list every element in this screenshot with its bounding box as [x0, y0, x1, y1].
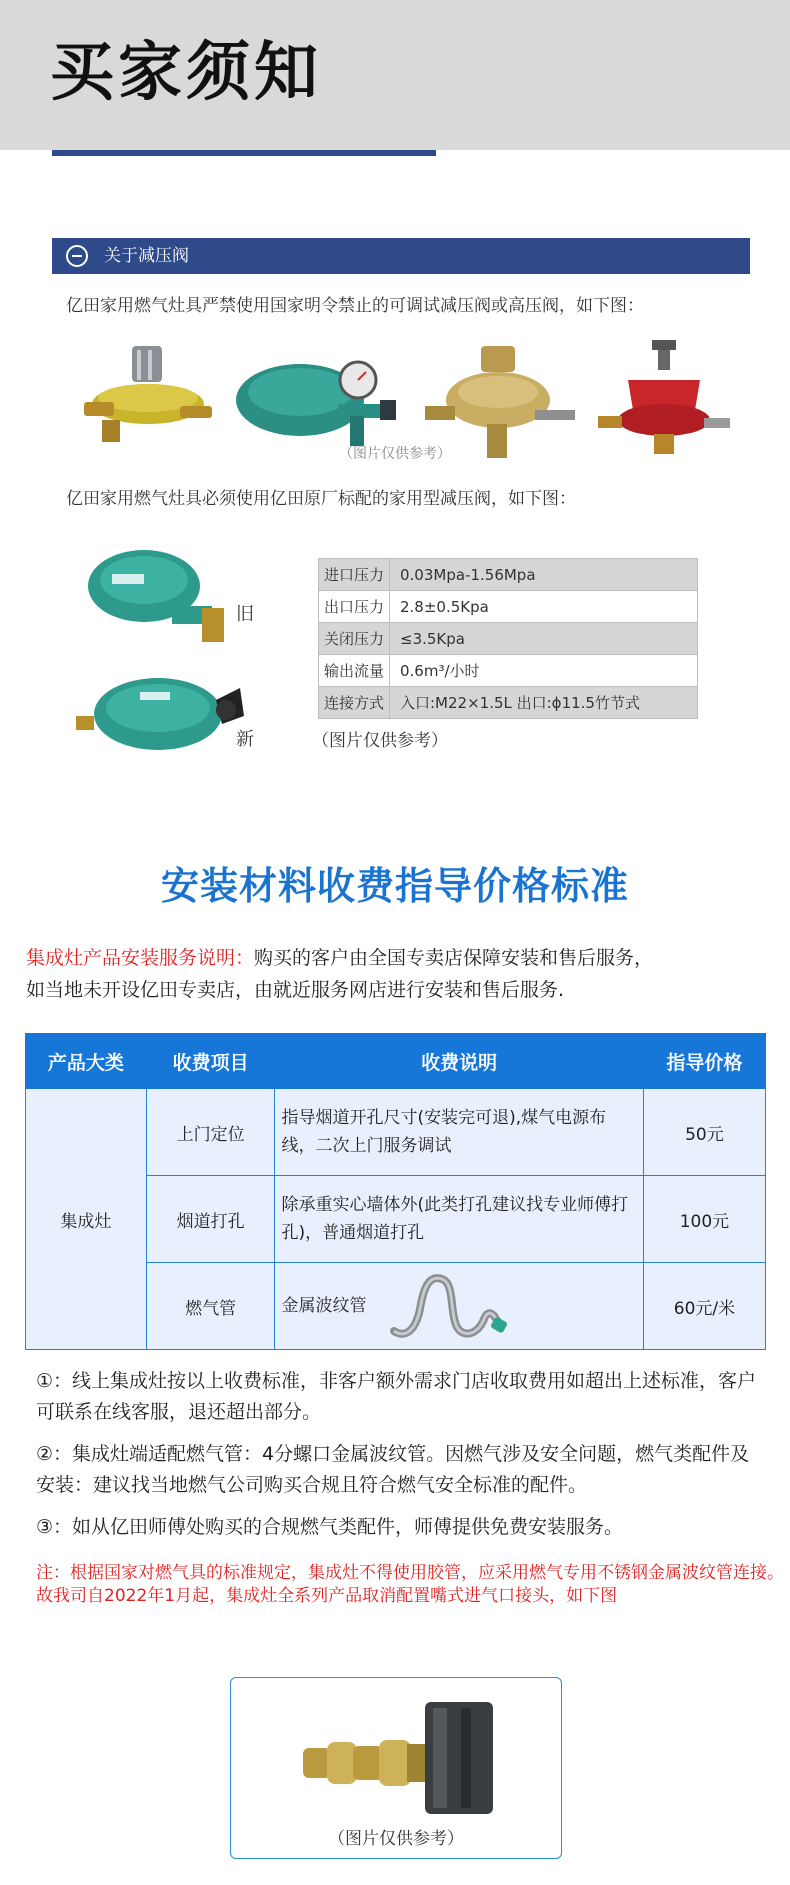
intro-heading: 集成灶产品安装服务说明：	[26, 947, 255, 969]
pricing-table	[25, 1033, 766, 1350]
minus-circle-icon	[66, 245, 88, 267]
spec-row	[319, 655, 698, 687]
required-regulator-text: 亿田家用燃气灶具必须使用亿田原厂标配的家用型减压阀，如下图：	[66, 489, 576, 509]
price-cell: 100元	[643, 1176, 765, 1263]
desc-text: 金属波纹管	[281, 1296, 367, 1316]
category-cell: 集成灶	[26, 1089, 147, 1350]
regulator-image-new	[76, 670, 246, 762]
warning-line-1: 注：根据国家对燃气具的标准规定，集成灶不得使用胶管，应采用燃气专用不锈钢金属波纹管连接。	[36, 1563, 784, 1583]
photo-caption: （图片仅供参考）	[328, 1829, 464, 1849]
spec-row	[319, 591, 698, 623]
item-cell: 烟道打孔	[146, 1176, 275, 1263]
regulation-warning	[36, 1562, 788, 1608]
title-underline	[52, 150, 436, 156]
pricing-title: 安装材料收费指导价格标准	[160, 864, 629, 908]
notes-list	[36, 1366, 766, 1554]
header-item: 收费项目	[146, 1034, 275, 1089]
spec-value: 0.6m³/小时	[390, 655, 698, 687]
item-cell: 燃气管	[146, 1263, 275, 1350]
note-item: ②：集成灶端适配燃气管：4分螺口金属波纹管。因燃气涉及安全问题，燃气类配件及安装：建议找当地燃气公司购买合规且符合燃气安全标准的配件。	[36, 1443, 750, 1496]
spec-key: 进口压力	[319, 559, 390, 591]
page-title: 买家须知	[50, 36, 322, 110]
spec-value: 2.8±0.5Kpa	[390, 591, 698, 623]
item-cell: 上门定位	[146, 1089, 275, 1176]
spec-image-caption: （图片仅供参考）	[312, 731, 448, 751]
spec-value: 入口:M22×1.5L 出口:ϕ11.5竹节式	[390, 687, 698, 719]
note-item: ③：如从亿田师傅处购买的合规燃气类配件，师傅提供免费安装服务。	[36, 1516, 624, 1538]
spec-key: 关闭压力	[319, 623, 390, 655]
corrugated-gas-hose-image	[386, 1269, 516, 1343]
spec-key: 出口压力	[319, 591, 390, 623]
spec-row	[319, 687, 698, 719]
warning-line-2: 故我司自2022年1月起，集成灶全系列产品取消配置嘴式进气口接头，如下图	[36, 1586, 618, 1606]
regulator-spec-table	[318, 558, 698, 719]
spec-value: ≤3.5Kpa	[390, 623, 698, 655]
forbidden-regulator-text: 亿田家用燃气灶具严禁使用国家明令禁止的可调试减压阀或高压阀，如下图：	[66, 296, 644, 316]
spec-row	[319, 559, 698, 591]
header-category: 产品大类	[26, 1034, 147, 1089]
install-service-intro	[26, 942, 766, 1006]
spec-key: 输出流量	[319, 655, 390, 687]
header-price: 指导价格	[643, 1034, 765, 1089]
old-regulator-label: 旧	[236, 604, 254, 625]
table-row	[26, 1089, 766, 1176]
spec-row	[319, 623, 698, 655]
forbidden-image-caption: （图片仅供参考）	[339, 446, 451, 462]
spec-key: 连接方式	[319, 687, 390, 719]
note-item: ①：线上集成灶按以上收费标准，非客户额外需求门店收取费用如超出上述标准，客户可联系在线客服，退还超出部分。	[36, 1370, 757, 1423]
intro-line-1: 购买的客户由全国专卖店保障安装和售后服务，	[254, 947, 654, 969]
spec-value: 0.03Mpa-1.56Mpa	[390, 559, 698, 591]
price-cell: 50元	[643, 1089, 765, 1176]
desc-cell: 除承重实心墙体外(此类打孔建议找专业师傅打孔)，普通烟道打孔	[275, 1176, 643, 1263]
desc-cell	[275, 1263, 643, 1350]
intro-line-2: 如当地未开设亿田专卖店，由就近服务网店进行安装和售后服务.	[26, 979, 565, 1001]
section-bar-regulator	[52, 238, 750, 274]
pricing-header-row	[26, 1034, 766, 1089]
section-bar-label: 关于减压阀	[104, 246, 189, 266]
new-regulator-label: 新	[236, 729, 254, 750]
regulator-image-old	[82, 546, 232, 656]
desc-cell: 指导烟道开孔尺寸(安装完可退),煤气电源布线，二次上门服务调试	[275, 1089, 643, 1176]
hose-nozzle-connector-image	[301, 1690, 501, 1820]
header-description: 收费说明	[275, 1034, 643, 1089]
hose-nozzle-photo-box	[230, 1677, 562, 1859]
price-cell: 60元/米	[643, 1263, 765, 1350]
